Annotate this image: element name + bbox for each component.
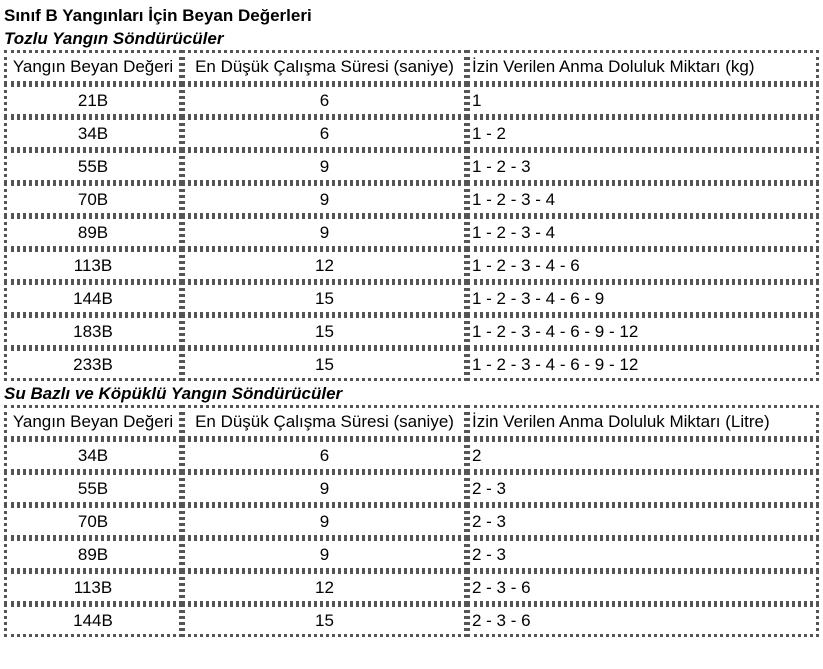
cell-fill-amount: 1 - 2 - 3 - 4 - 6 - 9 - 12 — [467, 315, 819, 348]
table-row — [4, 348, 819, 381]
cell-duration: 6 — [182, 117, 467, 150]
cell-duration: 12 — [182, 571, 467, 604]
table-row — [4, 604, 819, 637]
cell-fill-amount: 1 - 2 - 3 - 4 — [467, 183, 819, 216]
section-heading-water-foam: Su Bazlı ve Köpüklü Yangın Söndürücüler — [4, 384, 343, 403]
cell-rating: 113B — [4, 249, 182, 282]
cell-fill-amount: 2 - 3 - 6 — [467, 604, 819, 637]
table-row — [4, 150, 819, 183]
column-header-duration: En Düşük Çalışma Süresi (saniye) — [182, 50, 467, 84]
cell-fill-amount: 1 - 2 - 3 - 4 - 6 - 9 - 12 — [467, 348, 819, 381]
cell-duration: 9 — [182, 472, 467, 505]
table-header-row — [4, 405, 819, 439]
document — [4, 4, 819, 637]
table-row — [4, 249, 819, 282]
cell-rating: 144B — [4, 282, 182, 315]
cell-fill-amount: 2 - 3 — [467, 505, 819, 538]
table-row — [4, 538, 819, 571]
cell-duration: 6 — [182, 439, 467, 472]
cell-duration: 9 — [182, 538, 467, 571]
cell-duration: 9 — [182, 183, 467, 216]
cell-duration: 9 — [182, 216, 467, 249]
cell-rating: 21B — [4, 84, 182, 117]
section-heading-powder: Tozlu Yangın Söndürücüler — [4, 29, 224, 48]
cell-fill-amount: 1 — [467, 84, 819, 117]
cell-fill-amount: 1 - 2 - 3 - 4 - 6 - 9 — [467, 282, 819, 315]
table-row — [4, 183, 819, 216]
cell-fill-amount: 2 — [467, 439, 819, 472]
cell-fill-amount: 1 - 2 - 3 - 4 - 6 — [467, 249, 819, 282]
table-row — [4, 84, 819, 117]
column-header-rating: Yangın Beyan Değeri — [4, 405, 182, 439]
cell-rating: 89B — [4, 538, 182, 571]
column-header-duration: En Düşük Çalışma Süresi (saniye) — [182, 405, 467, 439]
cell-duration: 6 — [182, 84, 467, 117]
column-header-fill-amount: İzin Verilen Anma Doluluk Miktarı (Litre) — [467, 405, 819, 439]
table-row — [4, 439, 819, 472]
table-row — [4, 505, 819, 538]
column-header-rating: Yangın Beyan Değeri — [4, 50, 182, 84]
cell-rating: 34B — [4, 439, 182, 472]
column-header-fill-amount: İzin Verilen Anma Doluluk Miktarı (kg) — [467, 50, 819, 84]
table-row — [4, 282, 819, 315]
cell-rating: 183B — [4, 315, 182, 348]
cell-duration: 15 — [182, 282, 467, 315]
cell-duration: 15 — [182, 348, 467, 381]
cell-rating: 70B — [4, 183, 182, 216]
cell-rating: 55B — [4, 150, 182, 183]
cell-fill-amount: 2 - 3 — [467, 472, 819, 505]
cell-rating: 34B — [4, 117, 182, 150]
cell-duration: 9 — [182, 150, 467, 183]
water-foam-extinguisher-table — [4, 405, 819, 637]
cell-fill-amount: 1 - 2 — [467, 117, 819, 150]
cell-duration: 9 — [182, 505, 467, 538]
cell-rating: 70B — [4, 505, 182, 538]
powder-extinguisher-table — [4, 50, 819, 381]
table-header-row — [4, 50, 819, 84]
cell-rating: 55B — [4, 472, 182, 505]
table-row — [4, 315, 819, 348]
cell-fill-amount: 2 - 3 — [467, 538, 819, 571]
cell-fill-amount: 1 - 2 - 3 - 4 — [467, 216, 819, 249]
table-row — [4, 216, 819, 249]
cell-duration: 15 — [182, 315, 467, 348]
table-row — [4, 472, 819, 505]
cell-duration: 12 — [182, 249, 467, 282]
cell-rating: 89B — [4, 216, 182, 249]
cell-fill-amount: 2 - 3 - 6 — [467, 571, 819, 604]
table-row — [4, 571, 819, 604]
table-row — [4, 117, 819, 150]
cell-rating: 144B — [4, 604, 182, 637]
page-title: Sınıf B Yangınları İçin Beyan Değerleri — [4, 6, 312, 25]
cell-rating: 113B — [4, 571, 182, 604]
cell-rating: 233B — [4, 348, 182, 381]
cell-duration: 15 — [182, 604, 467, 637]
cell-fill-amount: 1 - 2 - 3 — [467, 150, 819, 183]
